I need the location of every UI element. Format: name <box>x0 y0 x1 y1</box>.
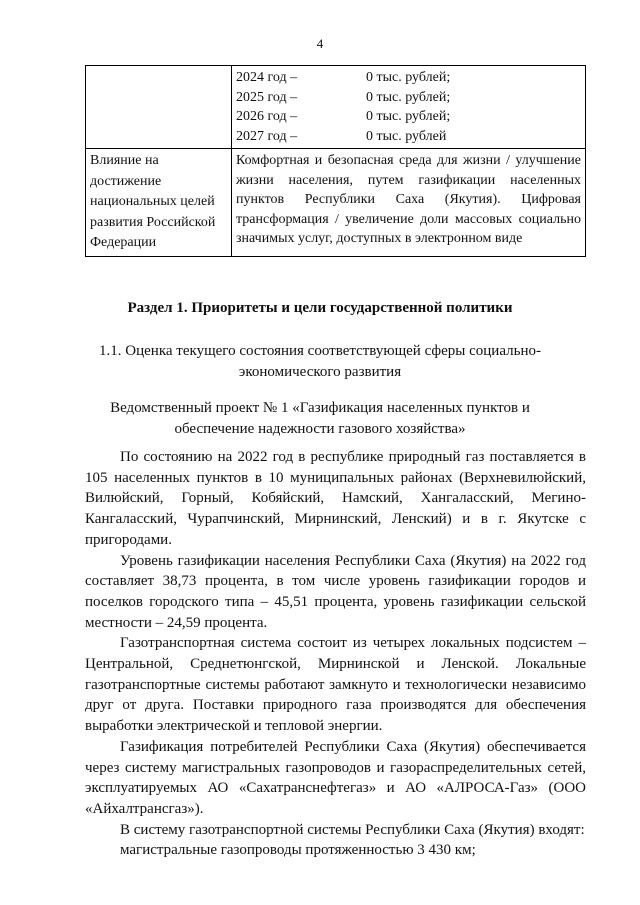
funding-amount: 0 тыс. рублей; <box>366 89 451 105</box>
funding-row <box>236 107 581 127</box>
influence-label: Влияние на достижение национальных целей развития Российской Федерации <box>86 149 232 257</box>
subsection-title: 1.1. Оценка текущего состояния соответствующей сферы социально-экономического развития <box>99 343 541 380</box>
table-row <box>86 149 586 257</box>
section-title: Раздел 1. Приоритеты и цели государственной политики <box>127 300 513 316</box>
project-title: Ведомственный проект № 1 «Газификация населенных пунктов и обеспечение надежности газового хозяйства» <box>110 400 530 437</box>
funding-row <box>236 127 581 147</box>
funding-year: 2024 год – <box>236 70 298 85</box>
funding-year: 2025 год – <box>236 89 298 105</box>
empty-label-cell <box>86 66 232 149</box>
paragraph: Уровень газификации населения Республики Саха (Якутия) на 2022 год составляет 38,73 процента, в том числе уровень газификации городов и поселков городского типа – 45,51 процента, уровень газификации сельской местности – 24,59 процента. <box>85 552 586 631</box>
paragraph: магистральные газопроводы протяженностью 3 430 км; <box>120 842 476 859</box>
page-number: 4 <box>316 36 324 51</box>
funding-row <box>236 68 581 88</box>
funding-cell <box>232 66 586 149</box>
paragraph: Газификация потребителей Республики Саха (Якутия) обеспечивается через систему магистральных газопроводов и газораспределительных сетей, эксплуатируемых АО «Сахатранснефтегаз» и АО «АЛРОСА-Газ» (ООО «Айхалтрансгаз»). <box>85 738 586 817</box>
funding-amount: 0 тыс. рублей; <box>366 109 451 124</box>
paragraph: В систему газотранспортной системы Республики Саха (Якутия) входят: <box>120 821 585 838</box>
influence-text: Комфортная и безопасная среда для жизни / улучшение жизни населения, путем газификации населенных пунктов Республики Саха (Якутия). Цифровая трансформация / увеличение доли массовых социально значимых услуг, доступных в электронном виде <box>232 149 586 257</box>
funding-year: 2027 год – <box>236 128 298 144</box>
funding-amount: 0 тыс. рублей <box>366 128 447 144</box>
passport-table <box>85 65 586 257</box>
funding-amount: 0 тыс. рублей; <box>366 70 451 85</box>
paragraph: По состоянию на 2022 год в республике природный газ поставляется в 105 населенных пунктов в 10 муниципальных районах (Верхневилюйский, Вилюйский, Горный, Кобяйский, Намский, Хангаласский, Мегино-Кангаласский, Чурапчинский, Мирнинский, Ленский) и в г. Якутске с пригородами. <box>85 449 586 548</box>
funding-row <box>236 88 581 108</box>
funding-year: 2026 год – <box>236 109 298 124</box>
paragraph: Газотранспортная система состоит из четырех локальных подсистем – Центральной, Среднетюнгской, Мирнинской и Ленской. Локальные газотранспортные системы работают замкнуто и технологически независимо друг от друга. Поставки природного газа производятся для обеспечения выработки электрической и тепловой энергии. <box>85 635 586 735</box>
table-row <box>86 66 586 149</box>
body-text <box>85 447 586 861</box>
